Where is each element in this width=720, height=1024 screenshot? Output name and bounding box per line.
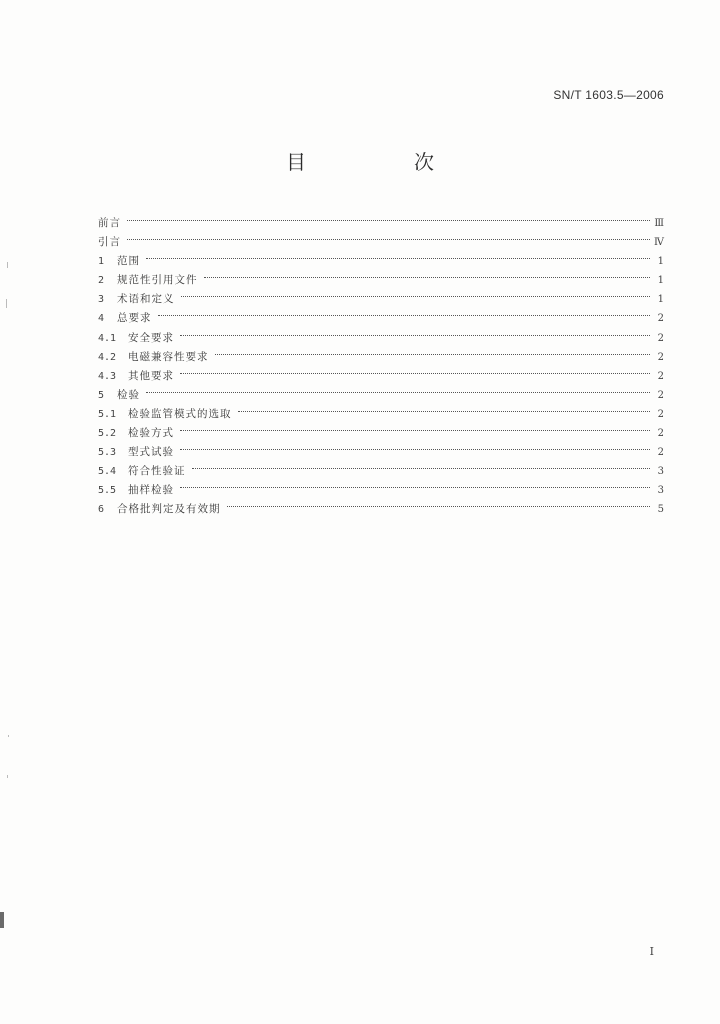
toc-entry-4-2[interactable] — [98, 341, 664, 363]
toc-title: 目 次 — [286, 150, 478, 174]
toc-entry-page: 2 — [657, 447, 664, 459]
toc-leader-dots — [180, 322, 650, 341]
toc-entry-label: 抽样检验 — [128, 484, 174, 497]
toc-entry-2[interactable] — [98, 264, 664, 287]
toc-entry-5-4[interactable] — [98, 455, 664, 478]
toc-entry-label: 总要求 — [117, 312, 152, 325]
toc-entry-page: 1 — [657, 256, 664, 268]
toc-leader-dots — [238, 398, 651, 417]
toc-list — [98, 207, 664, 516]
toc-entry-page: 2 — [657, 332, 664, 344]
toc-entry-page: Ⅳ — [654, 237, 664, 249]
toc-entry-number: 5.4 — [98, 466, 117, 478]
toc-entry-5-1[interactable] — [98, 398, 664, 420]
toc-entry-4[interactable] — [98, 302, 664, 325]
toc-leader-dots — [146, 379, 650, 398]
standard-number: SN/T 1603.5—2006 — [553, 88, 664, 102]
toc-leader-dots — [181, 283, 651, 302]
toc-leader-dots — [192, 455, 651, 474]
toc-entry-label: 检验 — [117, 388, 140, 401]
toc-entry-page: 5 — [657, 504, 664, 516]
toc-entry-number: 5.2 — [98, 428, 117, 440]
toc-entry-4-1[interactable] — [98, 322, 664, 344]
toc-entry-label: 术语和定义 — [117, 293, 175, 306]
toc-entry-page: 2 — [657, 313, 664, 325]
toc-leader-dots — [180, 360, 650, 379]
toc-entry-label: 安全要求 — [128, 331, 174, 344]
toc-entry-number: 2 — [98, 275, 105, 287]
toc-leader-dots — [180, 436, 650, 455]
toc-entry-number: 5 — [98, 389, 105, 401]
toc-entry-label: 符合性验证 — [128, 465, 186, 478]
toc-leader-dots — [180, 417, 650, 436]
toc-leader-dots — [158, 302, 651, 321]
toc-entry-6[interactable] — [98, 493, 664, 516]
toc-entry-5-5[interactable] — [98, 474, 664, 497]
toc-entry-number: 4.2 — [98, 351, 117, 363]
toc-entry-number: 5.5 — [98, 485, 117, 497]
toc-entry-foreword[interactable] — [98, 207, 664, 229]
toc-entry-introduction[interactable] — [98, 226, 664, 249]
toc-leader-dots — [215, 341, 651, 360]
toc-entry-page: 2 — [657, 370, 664, 382]
toc-entry-number: 4.1 — [98, 332, 117, 344]
toc-leader-dots — [227, 493, 651, 512]
toc-entry-page: 1 — [657, 294, 664, 306]
toc-entry-page: 1 — [657, 275, 664, 287]
toc-entry-page: 3 — [657, 485, 664, 497]
toc-entry-page: 2 — [657, 408, 664, 420]
toc-leader-dots — [146, 245, 650, 264]
toc-leader-dots — [127, 226, 650, 245]
toc-entry-1[interactable] — [98, 245, 664, 268]
toc-entry-label: 引言 — [98, 236, 121, 249]
toc-entry-page: 2 — [657, 389, 664, 401]
toc-entry-number: 3 — [98, 294, 105, 306]
toc-entry-page: Ⅲ — [654, 218, 664, 229]
toc-entry-label: 电磁兼容性要求 — [128, 350, 209, 363]
toc-entry-number: 5.3 — [98, 447, 117, 459]
toc-entry-label: 检验方式 — [128, 427, 174, 440]
toc-entry-label: 其他要求 — [128, 369, 174, 382]
toc-entry-page: 3 — [657, 466, 664, 478]
toc-entry-5-2[interactable] — [98, 417, 664, 440]
scan-edge-mark — [0, 912, 4, 928]
toc-entry-number: 6 — [98, 504, 105, 516]
toc-leader-dots — [204, 264, 651, 283]
toc-entry-number: 4 — [98, 313, 105, 325]
toc-entry-label: 检验监管模式的选取 — [128, 407, 232, 420]
toc-leader-dots — [127, 207, 650, 226]
page-folio: I — [649, 945, 654, 958]
toc-leader-dots — [180, 474, 650, 493]
toc-entry-number: 4.3 — [98, 370, 117, 382]
toc-entry-number: 5.1 — [98, 408, 117, 420]
toc-entry-5-3[interactable] — [98, 436, 664, 459]
toc-entry-label: 前言 — [98, 217, 121, 229]
toc-entry-page: 2 — [657, 351, 664, 363]
toc-entry-3[interactable] — [98, 283, 664, 306]
toc-entry-4-3[interactable] — [98, 360, 664, 382]
toc-entry-label: 合格批判定及有效期 — [117, 503, 221, 516]
toc-entry-page: 2 — [657, 428, 664, 440]
toc-entry-label: 范围 — [117, 255, 140, 268]
toc-entry-label: 规范性引用文件 — [117, 274, 198, 287]
toc-entry-label: 型式试验 — [128, 446, 174, 459]
toc-entry-number: 1 — [98, 256, 105, 268]
toc-entry-5[interactable] — [98, 379, 664, 401]
